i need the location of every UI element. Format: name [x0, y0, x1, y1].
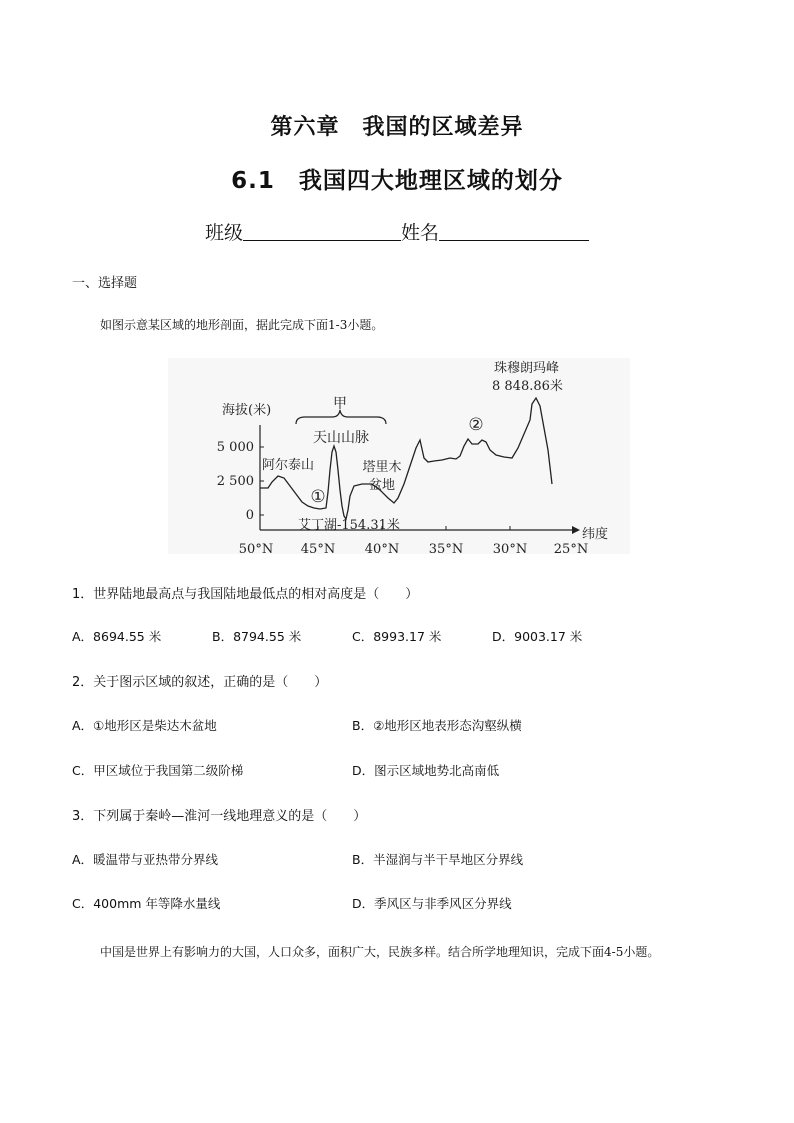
question-3-option-c[interactable]: C．400mm 年等降水量线 [72, 896, 221, 911]
y-axis-title: 海拔(米) [222, 403, 272, 418]
x-tick-label: 25°N [553, 542, 589, 557]
question-3-stem: 3．下列属于秦岭—淮河一线地理意义的是（ ） [72, 809, 367, 824]
x-axis-title: 纬度 [582, 527, 609, 542]
intro-text: 如图示意某区域的地形剖面，据此完成下面1-3小题。 [100, 318, 384, 332]
question-3-option-d[interactable]: D．季风区与非季风区分界线 [352, 896, 512, 911]
question-3-option-a[interactable]: A．暖温带与亚热带分界线 [72, 852, 219, 867]
label-tianshan: 天山山脉 [313, 430, 369, 446]
label-circle-2: ② [468, 415, 484, 435]
x-tick-label: 35°N [428, 542, 464, 557]
label-jia: 甲 [333, 396, 347, 412]
question-1-option-b[interactable]: B．8794.55 米 [212, 629, 302, 644]
label-everest-height: 8 848.86米 [492, 379, 563, 394]
question-1-option-a[interactable]: A．8694.55 米 [72, 629, 162, 644]
closing-paragraph: 中国是世界上有影响力的大国，人口众多，面积广大，民族多样。结合所学地理知识，完成下面4-5小题。 [100, 945, 660, 959]
x-tick-label: 40°N [364, 542, 400, 557]
label-basin: 盆地 [368, 478, 396, 493]
question-2-option-b[interactable]: B．②地形区地表形态沟壑纵横 [352, 718, 522, 733]
question-2-option-a[interactable]: A．①地形区是柴达木盆地 [72, 718, 217, 733]
section-title: 6.1 我国四大地理区域的划分 [231, 168, 563, 194]
class-label: 班级 [204, 222, 243, 244]
section-heading: 一、选择题 [72, 276, 138, 291]
label-aiding-lake: 艾丁湖-154.31米 [298, 518, 400, 533]
label-altai: 阿尔泰山 [262, 458, 315, 473]
question-2-option-d[interactable]: D．图示区域地势北高南低 [352, 763, 500, 778]
y-tick-label: 5 000 [216, 440, 254, 455]
y-tick-label: 2 500 [216, 474, 254, 489]
question-1-stem: 1．世界陆地最高点与我国陆地最低点的相对高度是（ ） [72, 587, 419, 602]
chapter-title: 第六章 我国的区域差异 [270, 115, 524, 140]
question-3-option-b[interactable]: B．半湿润与半干旱地区分界线 [352, 852, 524, 867]
label-tarim: 塔里木 [362, 460, 402, 475]
y-tick-label: 0 [245, 508, 254, 523]
question-2-option-c[interactable]: C．甲区域位于我国第二级阶梯 [72, 763, 244, 778]
label-everest-name: 珠穆朗玛峰 [494, 361, 560, 376]
question-2-stem: 2．关于图示区域的叙述，正确的是（ ） [72, 675, 328, 690]
x-tick-label: 50°N [238, 542, 274, 557]
x-tick-label: 45°N [300, 542, 336, 557]
question-1-option-d[interactable]: D．9003.17 米 [492, 629, 583, 644]
label-circle-1: ① [310, 487, 326, 507]
name-label: 姓名 [401, 222, 440, 244]
question-1-option-c[interactable]: C．8993.17 米 [352, 629, 442, 644]
x-tick-label: 30°N [492, 542, 528, 557]
